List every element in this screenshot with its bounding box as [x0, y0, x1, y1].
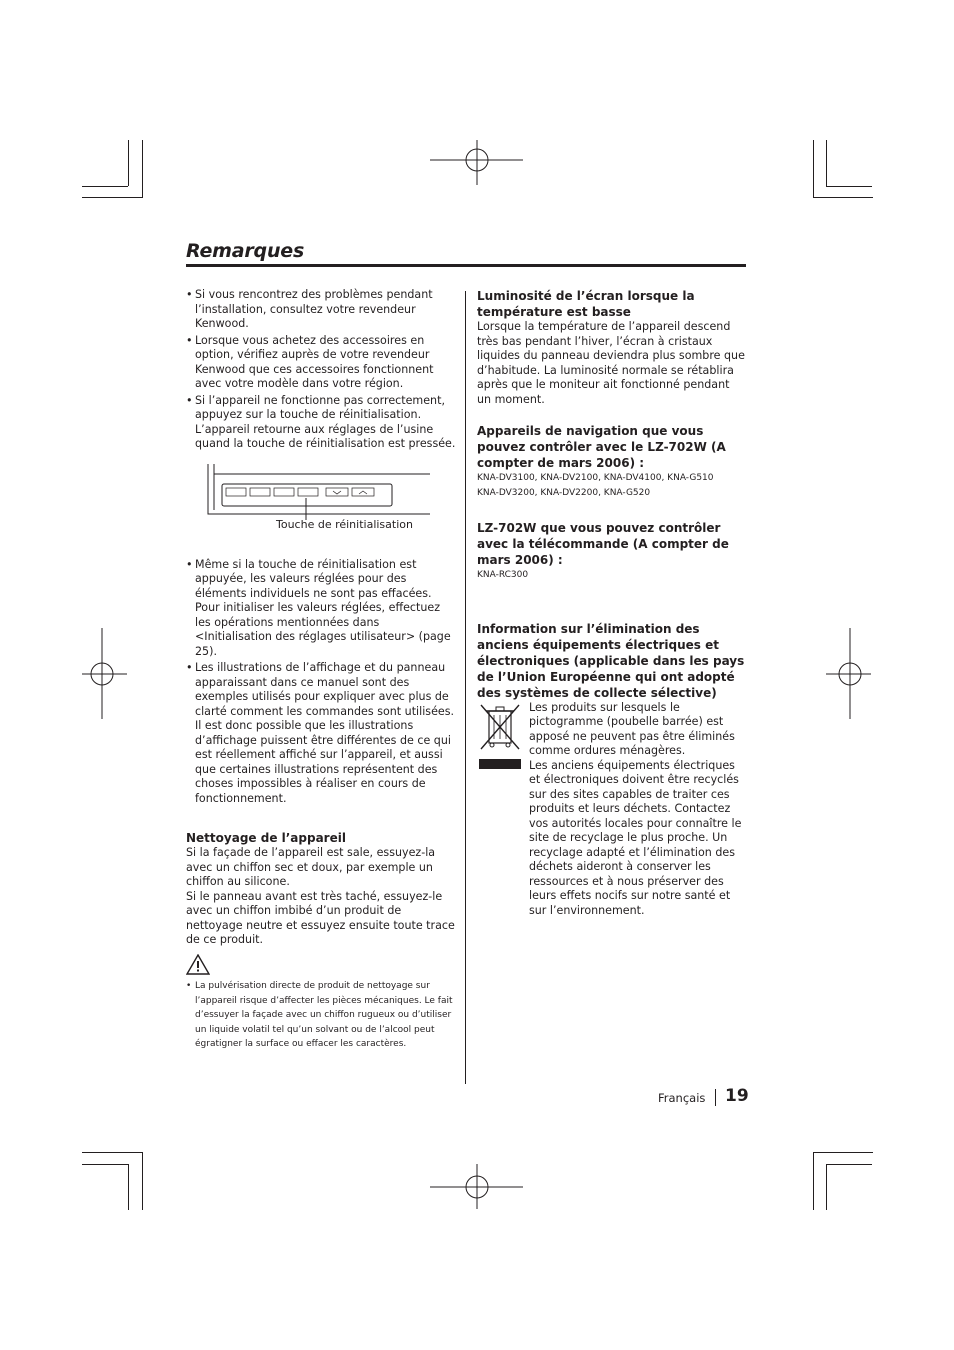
- warning-triangle-icon: [186, 954, 210, 975]
- list-item: • La pulvérisation directe de produit de nettoyage sur l’appareil risque d’affecter les pièces mécaniques. Le fait d’essuyer la façade avec un chiffon rugueux ou d’utiliser un liquide volatil tel qu’un solvant ou de l’alcool peut égratigner la surface ou effacer les caractères.: [186, 979, 456, 1052]
- disposal-paragraph-1: Les produits sur lesquels le pictogramme (poubelle barrée) est apposé ne peuvent pas être éliminés comme ordures ménagères.: [529, 700, 735, 757]
- remote-models: KNA-RC300: [477, 570, 529, 580]
- page-number: 19: [725, 1086, 749, 1106]
- luminosity-body: Lorsque la température de l’appareil descend très bas pendant l’hiver, l’écran à cristaux liquides du panneau deviendra plus sombre que d’habitude. La luminosité normale se rétablira après que le moniteur ait fonctionné pendant un moment.: [477, 320, 745, 406]
- list-item: • Si vous rencontrez des problèmes pendant l’installation, consultez votre revendeur Kenwood.: [186, 288, 456, 332]
- navigation-models-2: KNA-DV3200, KNA-DV2200, KNA-G520: [477, 487, 651, 498]
- footer-divider: [715, 1089, 716, 1106]
- title-rule: [186, 264, 746, 267]
- navigation-heading: Appareils de navigation que vous pouvez contrôler avec le LZ-702W (A compter de mars 2006) :: [477, 424, 726, 470]
- navigation-models-1: KNA-DV3100, KNA-DV2100, KNA-DV4100, KNA-G510: [477, 473, 714, 483]
- bullet-list-2: [186, 558, 456, 807]
- caution-block: [186, 954, 456, 1052]
- disposal-block: [477, 701, 747, 919]
- cleaning-heading: Nettoyage de l’appareil: [186, 831, 346, 845]
- page-title: Remarques: [186, 240, 305, 262]
- device-panel-illustration: [200, 460, 430, 520]
- registration-mark-right: [826, 628, 872, 720]
- reset-button-label: Touche de réinitialisation: [276, 517, 413, 531]
- footer-language: Français: [658, 1091, 706, 1105]
- registration-mark-bottom: [430, 1164, 524, 1210]
- left-column: [186, 288, 456, 1054]
- cleaning-paragraph-2: Si le panneau avant est très taché, essuyez-le avec un chiffon imbibé d’un produit de nettoyage neutre et essuyez ensuite toute trace de ce produit.: [186, 889, 455, 946]
- list-item: • Lorsque vous achetez des accessoires en option, vérifiez auprès de votre revendeur Kenwood que ces accessoires fonctionnent avec votre modèle dans votre région.: [186, 334, 456, 392]
- reset-button-figure: [186, 460, 456, 542]
- bullet-list-1: [186, 288, 456, 452]
- list-item: • Même si la touche de réinitialisation est appuyée, les valeurs réglées pour des éléments individuels ne sont pas effacées. Pour initialiser les valeurs réglées, effectuez les opérations mentionnées dans <Initialisation des réglages utilisateur> (page 25).: [186, 558, 456, 660]
- disposal-heading: Information sur l’élimination des anciens équipements électriques et électroniques (applicable dans les pays de l’Union Européenne qui ont adopté des systèmes de collecte sélective): [477, 621, 745, 700]
- disposal-paragraph-2: Les anciens équipements électriques et électroniques doivent être recyclés sur des sites capables de traiter ces produits et leurs déchets. Contactez vos autorités locales pour connaître le site de recyclage le plus proche. Un recyclage adapté et l’élimination des déchets aideront à conserver les ressources et à nous préserver des leurs effets nocifs sur notre santé et sur l’environnement.: [529, 758, 742, 917]
- right-column: [477, 288, 747, 918]
- remote-heading: LZ-702W que vous pouvez contrôler avec la télécommande (A compter de mars 2006) :: [477, 521, 729, 567]
- column-divider: [465, 291, 466, 1084]
- registration-mark-left: [82, 628, 128, 720]
- crossed-out-bin-icon: [477, 703, 523, 773]
- list-item: • Si l’appareil ne fonctionne pas correctement, appuyez sur la touche de réinitialisation. L’appareil retourne aux réglages de l’usine quand la touche de réinitialisation est pressée.: [186, 394, 456, 452]
- registration-mark-top: [430, 140, 524, 186]
- cleaning-paragraph-1: Si la façade de l’appareil est sale, essuyez-la avec un chiffon sec et doux, par exemple un chiffon au silicone.: [186, 846, 436, 888]
- caution-list: [186, 979, 456, 1052]
- list-item: • Les illustrations de l’affichage et du panneau apparaissant dans ce manuel sont des exemples utilisés pour expliquer avec plus de clarté comment les commandes sont utilisées. Il est donc possible que les illustrations d’affichage puissent être différentes de ce qui est réellement affiché sur l’appareil, et aussi que certaines illustrations représentent des choses impossibles à réaliser en cours de fonctionnement.: [186, 661, 456, 806]
- luminosity-heading: Luminosité de l’écran lorsque la température est basse: [477, 289, 695, 319]
